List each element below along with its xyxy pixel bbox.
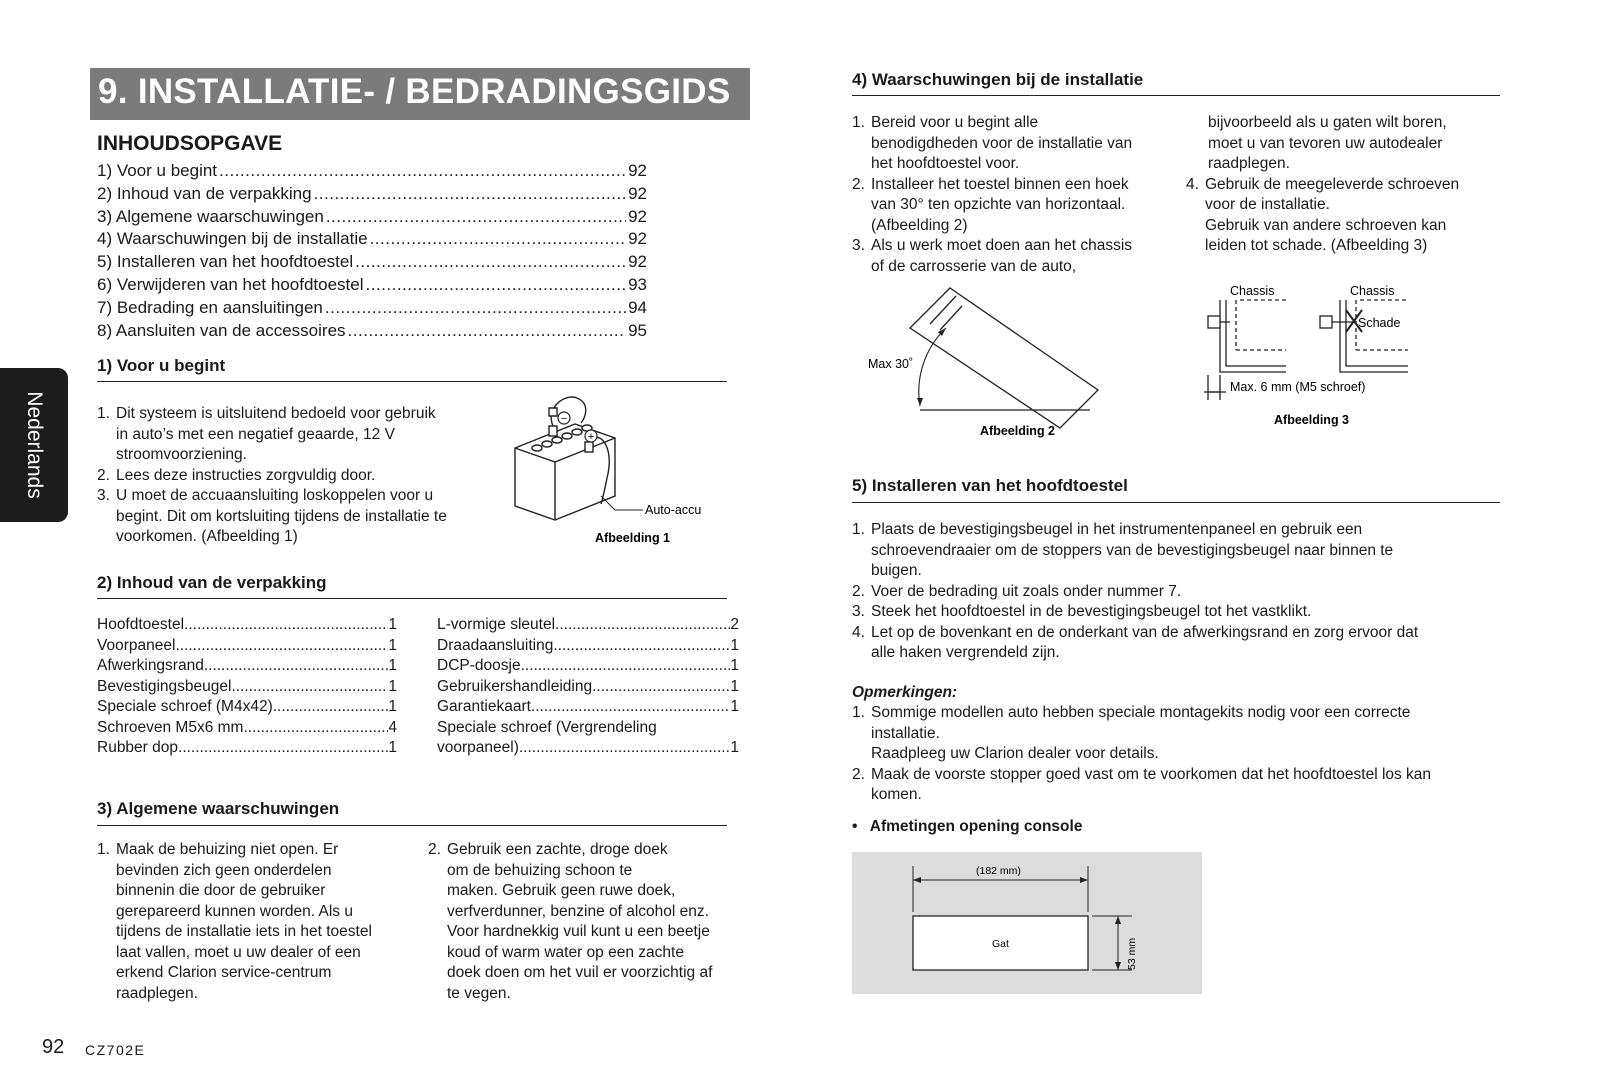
- list-item-line: Bereid voor u begint alle: [871, 114, 1039, 131]
- package-list-right: [437, 615, 739, 759]
- toc-item-label: 1) Voor u begint: [97, 161, 218, 180]
- toc-item: [97, 160, 647, 183]
- list-item-line: Gebruik een zachte, droge doek: [447, 841, 668, 858]
- list-item-line: het hoofdtoestel voor.: [871, 155, 1020, 172]
- package-item-leader: [243, 718, 388, 739]
- package-item-label: Afwerkingsrand: [97, 657, 204, 674]
- list-item-line: Sommige modellen auto hebben speciale montagekits nodig voor een correcte: [871, 704, 1411, 721]
- section-4-col2: [1186, 113, 1506, 257]
- list-item: [852, 765, 1500, 806]
- dimension-figure: [852, 852, 1202, 994]
- list-item-line: alle haken vergrendeld zijn.: [871, 644, 1060, 661]
- list-item-line: tijdens de installatie iets in het toestel: [116, 923, 372, 940]
- toc-item-label: 2) Inhoud van de verpakking: [97, 183, 312, 203]
- section-5-list: [852, 520, 1500, 664]
- toc-item-page: 95: [628, 320, 647, 340]
- list-item-line: Dit systeem is uitsluitend bedoeld voor gebruik: [116, 405, 436, 422]
- package-item-label: Gebruikershandleiding: [437, 677, 593, 695]
- section-1-heading: 1) Voor u begint: [97, 356, 226, 375]
- list-item-line: stroomvoorziening.: [116, 446, 247, 463]
- notes-heading: Opmerkingen:: [852, 684, 958, 701]
- list-item-line: erkend Clarion service-centrum: [116, 964, 332, 981]
- package-item-label: DCP-doosje: [437, 657, 521, 674]
- package-item-leader: [592, 677, 730, 698]
- package-item-qty: 1: [730, 739, 739, 756]
- list-item: [1186, 175, 1506, 257]
- package-item-label: Garantiekaart: [437, 698, 531, 715]
- package-item-label: L-vormige sleutel: [437, 616, 556, 633]
- list-item-line: (Afbeelding 2): [871, 216, 968, 234]
- list-item-line: buigen.: [871, 562, 922, 579]
- bullet-icon: •: [852, 818, 858, 835]
- bullet-heading-row: [852, 817, 1082, 838]
- list-item-line: om de behuizing schoon te: [447, 861, 633, 879]
- package-item-leader: [531, 697, 730, 718]
- list-item-line: Als u werk moet doen aan het chassis: [871, 237, 1133, 254]
- list-item-number: 2.: [852, 582, 865, 600]
- toc-item-leader: [219, 160, 626, 183]
- list-item-number: 3.: [852, 237, 865, 254]
- toc-item-leader: [366, 274, 627, 297]
- package-item: [97, 636, 397, 657]
- section-4-rule: [852, 95, 1500, 96]
- list-item-line: van 30° ten opzichte van horizontaal.: [871, 196, 1126, 213]
- list-item-line: koud of warm water op een zachte: [447, 943, 684, 961]
- package-item-label: Speciale schroef (M4x42): [97, 698, 273, 715]
- package-item: [97, 697, 397, 718]
- toc-item-label: 4) Waarschuwingen bij de installatie: [97, 229, 368, 249]
- list-item-number: 3.: [852, 603, 865, 620]
- package-item-qty: 4: [388, 718, 397, 736]
- package-item-qty: 2: [730, 616, 739, 633]
- notes-list: [852, 703, 1500, 806]
- list-item-line: komen.: [871, 786, 922, 803]
- continuation-line: raadplegen.: [1208, 155, 1290, 172]
- list-item-line: verfverdunner, benzine of alcohol enz.: [447, 902, 709, 920]
- list-item: [97, 466, 497, 487]
- chassis-label-1: Chassis: [1230, 284, 1275, 298]
- toc-item: [97, 274, 647, 297]
- list-item-number: 2.: [428, 841, 441, 858]
- package-item-qty: 1: [730, 636, 739, 654]
- list-item-number: 2.: [97, 466, 110, 484]
- toc-item-page: 92: [628, 161, 647, 180]
- section-5-rule: [852, 502, 1500, 503]
- list-item-line: Plaats de bevestigingsbeugel in het instrumentenpaneel en gebruik een: [871, 521, 1363, 538]
- list-item-line: Steek het hoofdtoestel in de bevestigingsbeugel tot het vastklikt.: [871, 603, 1312, 620]
- battery-callout: Auto-accu: [645, 503, 702, 517]
- max-angle-label: Max 30˚: [868, 357, 914, 371]
- toc-item-page: 92: [628, 252, 647, 272]
- section-3-col2: [428, 840, 758, 1004]
- list-item-number: 3.: [97, 487, 110, 504]
- list-item-number: 4.: [1186, 175, 1199, 193]
- package-item-qty: 1: [388, 677, 397, 695]
- list-item: [852, 703, 1500, 765]
- toc-item: [97, 297, 647, 320]
- list-item-line: voor de installatie.: [1205, 196, 1330, 213]
- package-item: [437, 636, 739, 657]
- continuation-line: bijvoorbeeld als u gaten wilt boren,: [1208, 114, 1447, 131]
- toc-item-leader: [325, 297, 626, 320]
- list-item-number: 1.: [852, 521, 865, 538]
- package-item-qty: 1: [388, 636, 397, 654]
- angle-figure: [860, 278, 1100, 438]
- screw-figure: [1200, 280, 1440, 440]
- list-item: [428, 840, 758, 1004]
- section-3-rule: [97, 825, 727, 826]
- toc-item-page: 93: [628, 274, 647, 294]
- schade-label: Schade: [1358, 316, 1401, 330]
- package-item-label: voorpaneel): [437, 739, 519, 756]
- list-item-line: Raadpleeg uw Clarion dealer voor details.: [871, 745, 1159, 762]
- section-1-rule: [97, 381, 727, 382]
- package-item-leader: [553, 636, 730, 657]
- package-item: [97, 738, 397, 759]
- package-item-leader: [204, 656, 389, 677]
- list-item-number: 4.: [852, 623, 865, 641]
- toc-item-page: 92: [628, 229, 647, 249]
- package-item-qty: 1: [388, 657, 397, 674]
- toc-item-leader: [355, 251, 626, 274]
- section-4-continuation: [1186, 113, 1506, 175]
- package-item-leader: [273, 697, 389, 718]
- package-item-leader: [231, 677, 388, 698]
- model-name: CZ702E: [85, 1042, 146, 1058]
- list-item-number: 1.: [852, 704, 865, 721]
- figure-2-caption: Afbeelding 2: [980, 424, 1056, 438]
- toc-item-leader: [314, 183, 627, 206]
- package-item-leader: [175, 636, 388, 657]
- toc-item: [97, 320, 647, 343]
- toc-item-page: 92: [628, 183, 647, 203]
- toc-item-page: 92: [628, 206, 647, 226]
- list-item-line: bevinden zich geen onderdelen: [116, 861, 332, 879]
- list-item: [852, 520, 1500, 582]
- list-item-line: voorkomen. (Afbeelding 1): [116, 528, 298, 545]
- list-item: [852, 623, 1500, 664]
- list-item: [97, 486, 497, 548]
- list-item-line: gerepareerd kunnen worden. Als u: [116, 902, 353, 920]
- toc-item-label: 8) Aansluiten van de accessoires: [97, 320, 346, 340]
- package-item-leader: [521, 656, 731, 677]
- figure-1-caption: Afbeelding 1: [595, 531, 671, 545]
- list-item-line: Maak de behuizing niet open. Er: [116, 841, 339, 858]
- list-item-line: raadplegen.: [116, 984, 198, 1002]
- package-item-qty: 1: [388, 698, 397, 715]
- language-tab-label: Nederlands: [23, 391, 46, 499]
- list-item: [97, 840, 407, 1004]
- list-item-line: Voer de bedrading uit zoals onder nummer 7.: [871, 582, 1182, 600]
- package-item-label: Draadaansluiting: [437, 636, 554, 654]
- package-item: [97, 656, 397, 677]
- height-label: 53 mm: [1126, 937, 1138, 970]
- table-of-contents: [97, 160, 647, 342]
- section-2-heading: 2) Inhoud van de verpakking: [97, 573, 327, 592]
- list-item-number: 1.: [97, 405, 110, 422]
- list-item: [852, 582, 1500, 603]
- package-item-multiline: [437, 718, 739, 739]
- toc-item-label: 6) Verwijderen van het hoofdtoestel: [97, 274, 364, 294]
- list-item-line: Lees deze instructies zorgvuldig door.: [116, 466, 376, 484]
- package-item: [437, 677, 739, 698]
- toc-item-leader: [326, 206, 626, 229]
- list-item-line: of de carrosserie van de auto,: [871, 257, 1077, 275]
- language-tab: [0, 368, 68, 522]
- toc-item-page: 94: [628, 297, 647, 317]
- toc-heading: INHOUDSOPGAVE: [97, 132, 283, 155]
- package-item-qty: 1: [388, 616, 397, 633]
- list-item-line: benodigdheden voor de installatie van: [871, 134, 1133, 152]
- list-item-number: 1.: [97, 841, 110, 858]
- toc-item-leader: [348, 320, 627, 343]
- section-3-col1: [97, 840, 407, 1004]
- toc-item: [97, 206, 647, 229]
- list-item-line: begint. Dit om kortsluiting tijdens de installatie te: [116, 507, 447, 525]
- width-label: (182 mm): [976, 865, 1021, 877]
- toc-item: [97, 251, 647, 274]
- chassis-label-2: Chassis: [1350, 284, 1395, 298]
- list-item-line: Let op de bovenkant en de onderkant van de afwerkingsrand en zorg ervoor dat: [871, 623, 1419, 641]
- list-item-line: laat vallen, moet u uw dealer of een: [116, 943, 361, 961]
- list-item: [852, 602, 1500, 623]
- toc-item-leader: [370, 228, 627, 251]
- package-item-qty: 1: [730, 698, 739, 715]
- package-item-qty: 1: [730, 657, 739, 674]
- list-item: [852, 113, 1182, 175]
- list-item-line: Maak de voorste stopper goed vast om te voorkomen dat het hoofdtoestel los kan: [871, 765, 1432, 783]
- toc-item-label: 7) Bedrading en aansluitingen: [97, 297, 323, 317]
- package-item-label: Rubber dop: [97, 739, 179, 756]
- package-item-leader: [555, 615, 730, 636]
- list-item-number: 2.: [852, 765, 865, 783]
- continuation-line: moet u van tevoren uw autodealer: [1208, 134, 1443, 152]
- battery-figure: [505, 388, 735, 558]
- package-item: [437, 615, 739, 636]
- section-4-col1: [852, 113, 1182, 277]
- max-screw-label: Max. 6 mm (M5 schroef): [1230, 380, 1366, 394]
- toc-item: [97, 183, 647, 206]
- package-item-multiline-end: [437, 738, 739, 759]
- package-item: [437, 697, 739, 718]
- plus-sign: +: [587, 431, 595, 443]
- package-item: [97, 615, 397, 636]
- list-item-line: Gebruik van andere schroeven kan: [1205, 216, 1447, 234]
- page-title-bar: [90, 68, 750, 120]
- package-item: [437, 656, 739, 677]
- list-item-line: doek doen om het vuil er voorzichtig af: [447, 964, 713, 981]
- package-item-qty: 1: [388, 739, 397, 756]
- package-item-qty: 1: [730, 677, 739, 695]
- list-item: [852, 175, 1182, 237]
- package-item-label: Hoofdtoestel: [97, 616, 185, 633]
- list-item: [97, 404, 497, 466]
- package-item-label: Bevestigingsbeugel: [97, 677, 232, 695]
- package-item-label: Speciale schroef (Vergrendeling: [437, 718, 657, 736]
- list-item-line: Installeer het toestel binnen een hoek: [871, 175, 1129, 193]
- list-item: [852, 236, 1182, 277]
- package-item-label: Schroeven M5x6 mm: [97, 718, 244, 736]
- package-item-label: Voorpaneel: [97, 636, 176, 654]
- list-item-line: U moet de accuaansluiting loskoppelen voor u: [116, 487, 434, 504]
- figure-3-caption: Afbeelding 3: [1274, 413, 1350, 427]
- package-item-leader: [184, 615, 388, 636]
- package-item: [97, 718, 397, 739]
- bullet-heading: Afmetingen opening console: [869, 818, 1083, 835]
- hole-label: Gat: [992, 938, 1009, 950]
- section-1-list: [97, 404, 497, 548]
- list-item-line: leiden tot schade. (Afbeelding 3): [1205, 237, 1428, 254]
- toc-item-label: 5) Installeren van het hoofdtoestel: [97, 252, 354, 272]
- list-item-number: 1.: [852, 114, 865, 131]
- section-4-heading: 4) Waarschuwingen bij de installatie: [852, 70, 1144, 89]
- toc-item: [97, 228, 647, 251]
- list-item-line: Voor hardnekkig vuil kunt u een beetje: [447, 923, 710, 940]
- toc-item-label: 3) Algemene waarschuwingen: [97, 206, 324, 226]
- package-item: [97, 677, 397, 698]
- package-list-left: [97, 615, 397, 759]
- package-item-leader: [178, 738, 388, 759]
- section-3-heading: 3) Algemene waarschuwingen: [97, 799, 340, 818]
- list-item-line: installatie.: [871, 724, 940, 742]
- minus-sign: −: [560, 413, 568, 425]
- list-item-line: in auto’s met een negatief geaarde, 12 V: [116, 425, 395, 443]
- list-item-line: binnenin die door de gebruiker: [116, 882, 326, 899]
- section-5-heading: 5) Installeren van het hoofdtoestel: [852, 476, 1128, 495]
- page-title: 9. INSTALLATIE- / BEDRADINGSGIDS: [98, 72, 731, 111]
- list-item-number: 2.: [852, 175, 865, 193]
- package-item-leader: [519, 738, 731, 759]
- list-item-line: te vegen.: [447, 984, 511, 1002]
- list-item-line: Gebruik de meegeleverde schroeven: [1205, 175, 1460, 193]
- list-item-line: maken. Gebruik geen ruwe doek,: [447, 882, 676, 899]
- list-item-line: schroevendraaier om de stoppers van de bevestigingsbeugel naar binnen te: [871, 541, 1394, 559]
- section-2-rule: [97, 598, 727, 599]
- page-number: 92: [42, 1036, 65, 1058]
